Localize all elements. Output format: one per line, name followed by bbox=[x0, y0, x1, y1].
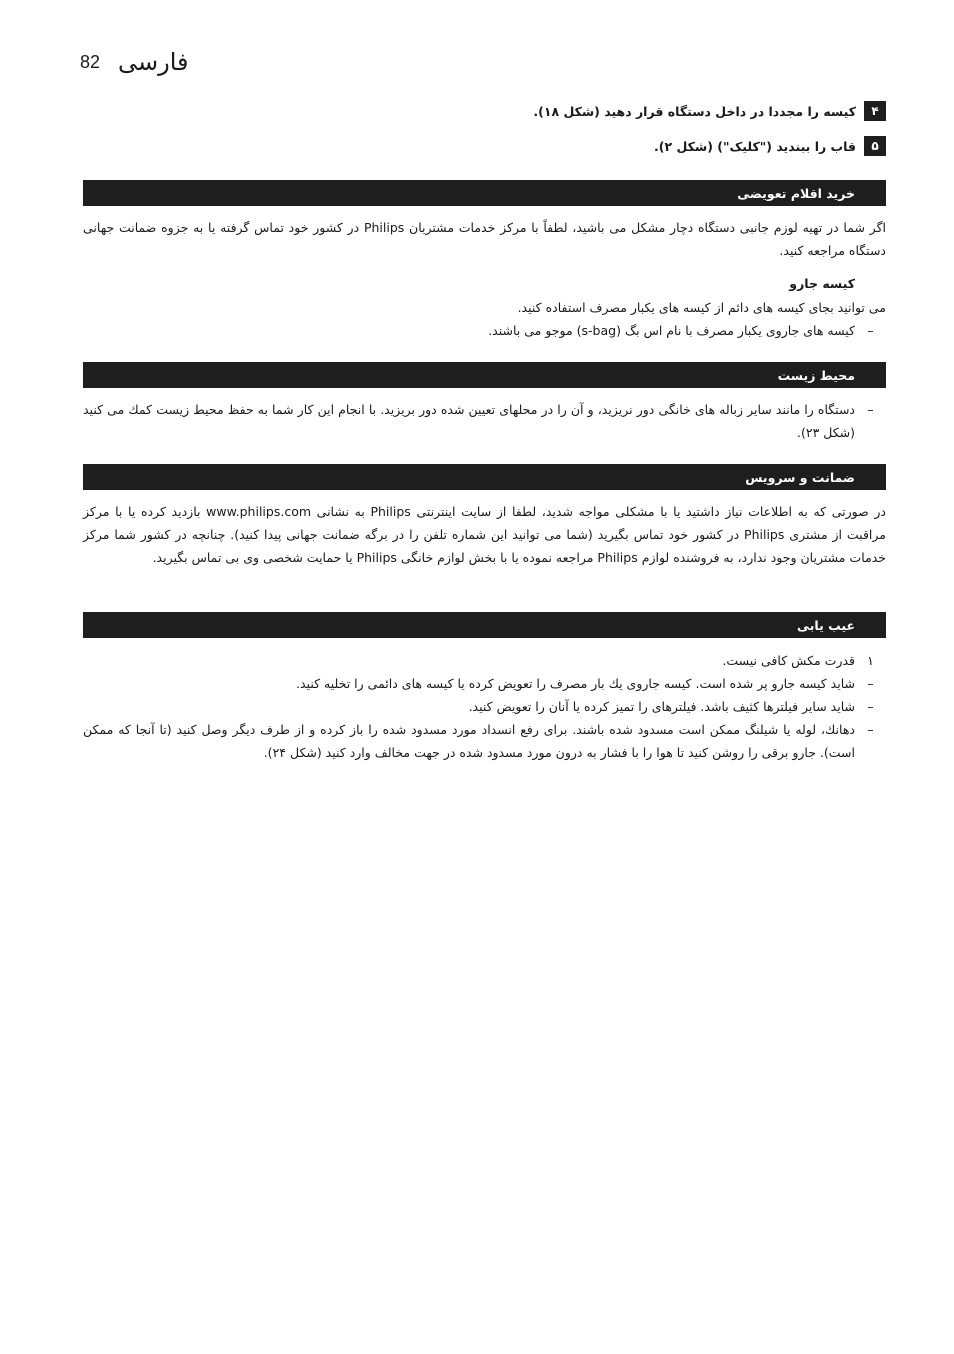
guarantee-text: در صورتی که به اطلاعات نیاز داشتید یا با مشکلی مواجه شدید، لطفا از سایت اینترنتی Philips به نشانی www.philips.com بازدید کرده یا با مرکز مراقبت از مشتری Philips در کشور خود تماس بگیرید (شما می توانید این شماره تلفن را در برگه ضمانت جهانی پیدا کنید). چنانچه در کشور شما مرکز خدمات مشتریان وجود ندارد، به فروشنده لوازم Philips مراجعه نموده یا با بخش لوازم خانگی Philips یا حمایت شخصی وی بی تماس بگیرید. bbox=[83, 504, 886, 565]
vacuum-bag-bullet bbox=[83, 319, 886, 342]
bullet-marker: – bbox=[867, 676, 874, 691]
problem-number: ۱ bbox=[867, 653, 874, 668]
problem-text: قدرت مکش کافی نیست. bbox=[722, 653, 855, 668]
troubleshooting-solution bbox=[83, 718, 886, 764]
step-text: کیسه را مجددا در داخل دستگاه قرار دهید (شکل ۱۸). bbox=[533, 103, 856, 119]
solution-text: شاید کیسه جارو پر شده است. کیسه جاروی یك بار مصرف را تعویض کرده یا کیسه های دائمی را تخلیه کنید. bbox=[296, 676, 855, 691]
vacuum-bag-text: می توانید بجای کیسه های دائم از کیسه های یکبار مصرف استفاده کنید. bbox=[517, 300, 886, 315]
solution-text: شاید سایر فیلترها کثیف باشد. فیلترهای را تمیز کرده یا آنان را تعویض کنید. bbox=[468, 699, 855, 714]
step-text: قاب را ببندید ("کلیک") (شکل ۲). bbox=[654, 138, 856, 154]
bullet-marker: – bbox=[867, 323, 874, 338]
bullet-marker: – bbox=[867, 402, 874, 417]
troubleshooting-problem bbox=[83, 649, 886, 672]
bullet-text: دستگاه را مانند سایر زباله های خانگی دور نریزید، و آن را در محلهای تعیین شده دور بریزید. با انجام این کار شما به حفظ محیط زیست کمك می کنید (شکل ۲۳). bbox=[83, 402, 855, 440]
bullet-text: کیسه های جاروی یکبار مصرف با نام اس بگ (s-bag) موجو می باشند. bbox=[488, 323, 855, 338]
solution-text: دهانك، لوله یا شیلنگ ممکن است مسدود شده باشند. برای رفع انسداد مورد مسدود شده را باز کرده و از طرف دیگر وصل کنید (تا آنجا که ممکن است). جارو برقی را روشن کنید تا هوا را با فشار به درون مورد مسدود شده در جهت مخالف وارد کنید (شکل ۲۴). bbox=[83, 722, 855, 760]
section-heading-environment: محیط زیست bbox=[83, 362, 886, 388]
replacement-intro: اگر شما در تهیه لوزم جانبی دستگاه دچار مشکل می باشید، لطفاً با مرکز خدمات مشتریان Philips در کشور خود تماس گرفته یا به جزوه ضمانت جهانی دستگاه مراجعه کنید. bbox=[83, 220, 887, 258]
bullet-marker: – bbox=[867, 699, 874, 714]
language-title: فارسی bbox=[118, 48, 189, 76]
page-number: 82 bbox=[80, 51, 101, 72]
troubleshooting-solution bbox=[83, 672, 886, 695]
section-heading-replacement: خرید اقلام تعویضی bbox=[83, 180, 886, 206]
step-5 bbox=[654, 136, 886, 156]
section-heading-guarantee: ضمانت و سرویس bbox=[83, 464, 886, 490]
environment-bullet bbox=[83, 398, 886, 444]
subheading-vacuum-bag: کیسه جارو bbox=[789, 276, 855, 291]
troubleshooting-solution bbox=[83, 695, 886, 718]
page-header bbox=[80, 44, 189, 80]
step-number: ۵ bbox=[864, 136, 886, 156]
step-4 bbox=[533, 101, 886, 121]
bullet-marker: – bbox=[867, 722, 874, 737]
step-number: ۴ bbox=[864, 101, 886, 121]
section-heading-troubleshooting: عیب یابی bbox=[83, 612, 886, 638]
